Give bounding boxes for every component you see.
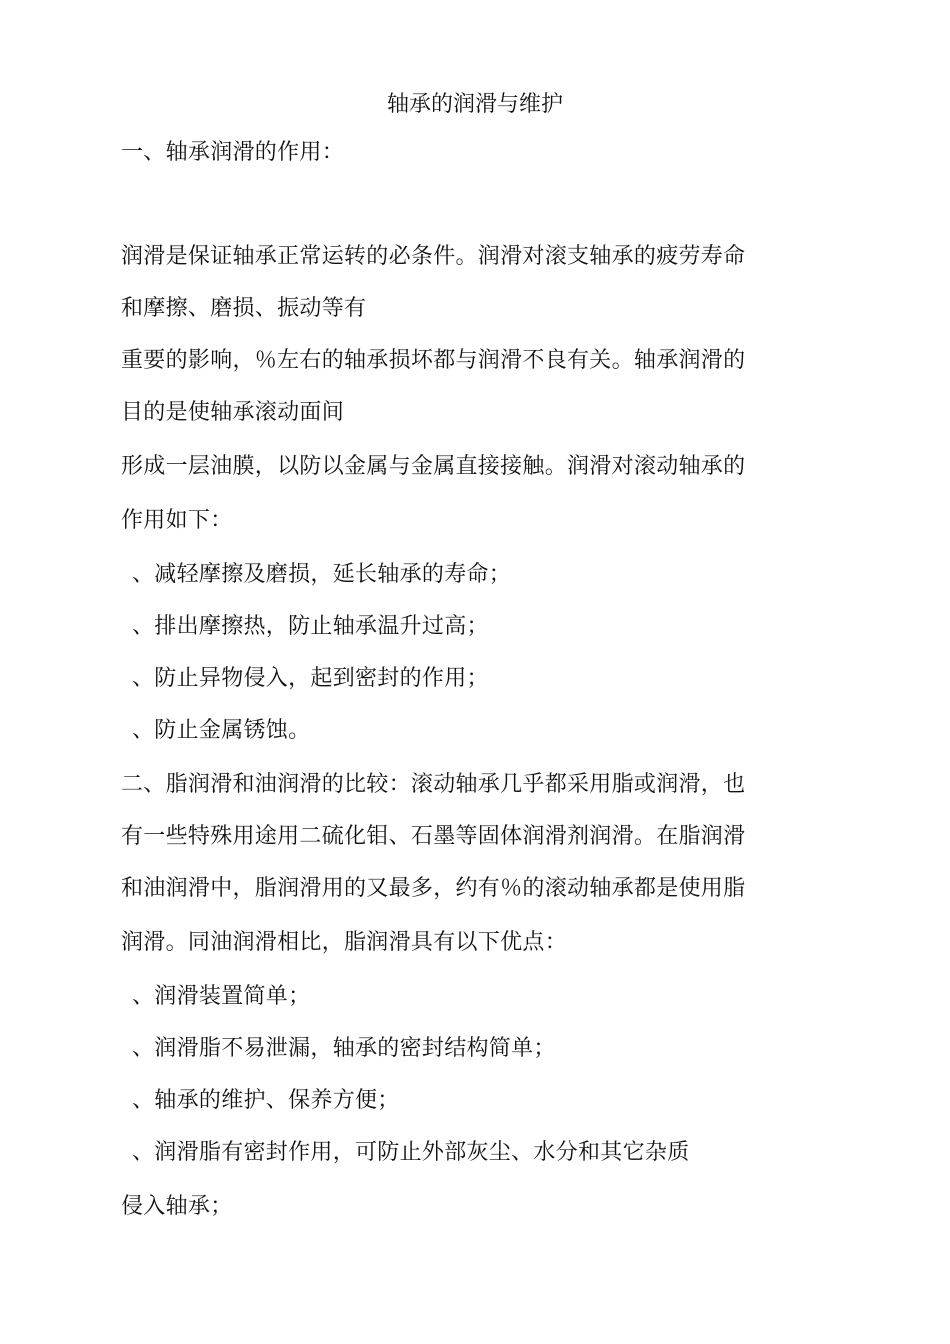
paragraph-line: 形成一层油膜，以防以金属与金属直接接触。润滑对滚动轴承的: [121, 454, 746, 479]
function-list-item: 、减轻摩擦及磨损，延长轴承的寿命；: [132, 562, 512, 587]
function-list-item: 、排出摩擦热，防止轴承温升过高；: [132, 614, 489, 639]
section-heading-1: 一、轴承润滑的作用：: [121, 140, 345, 165]
advantage-list-item: 、润滑脂有密封作用，可防止外部灰尘、水分和其它杂质: [132, 1140, 690, 1165]
paragraph-line: 润滑是保证轴承正常运转的必条件。润滑对滚支轴承的疲劳寿命: [121, 244, 746, 269]
document-title: 轴承的润滑与维护: [386, 92, 563, 117]
advantage-list-item: 、轴承的维护、保养方便；: [132, 1088, 400, 1113]
continuation-line: 侵入轴承；: [121, 1194, 233, 1219]
section-2-line: 有一些特殊用途用二硫化钼、石墨等固体润滑剂润滑。在脂润滑: [121, 824, 746, 849]
paragraph-line: 和摩擦、磨损、振动等有: [121, 296, 367, 321]
advantage-list-item: 、润滑脂不易泄漏，轴承的密封结构简单；: [132, 1036, 556, 1061]
section-2-line: 二、脂润滑和油润滑的比较：滚动轴承几乎都采用脂或润滑，也: [121, 772, 746, 797]
paragraph-line: 目的是使轴承滚动面间: [121, 400, 345, 425]
paragraph-line: 重要的影响，％左右的轴承损坏都与润滑不良有关。轴承润滑的: [121, 348, 746, 373]
function-list-item: 、防止异物侵入，起到密封的作用；: [132, 666, 489, 691]
section-2-line: 润滑。同油润滑相比，脂润滑具有以下优点：: [121, 930, 568, 955]
section-2-line: 和油润滑中，脂润滑用的又最多，约有％的滚动轴承都是使用脂: [121, 876, 746, 901]
advantage-list-item: 、润滑装置简单；: [132, 984, 311, 1009]
function-list-item: 、防止金属锈蚀。: [132, 718, 311, 743]
paragraph-line: 作用如下：: [121, 508, 233, 533]
